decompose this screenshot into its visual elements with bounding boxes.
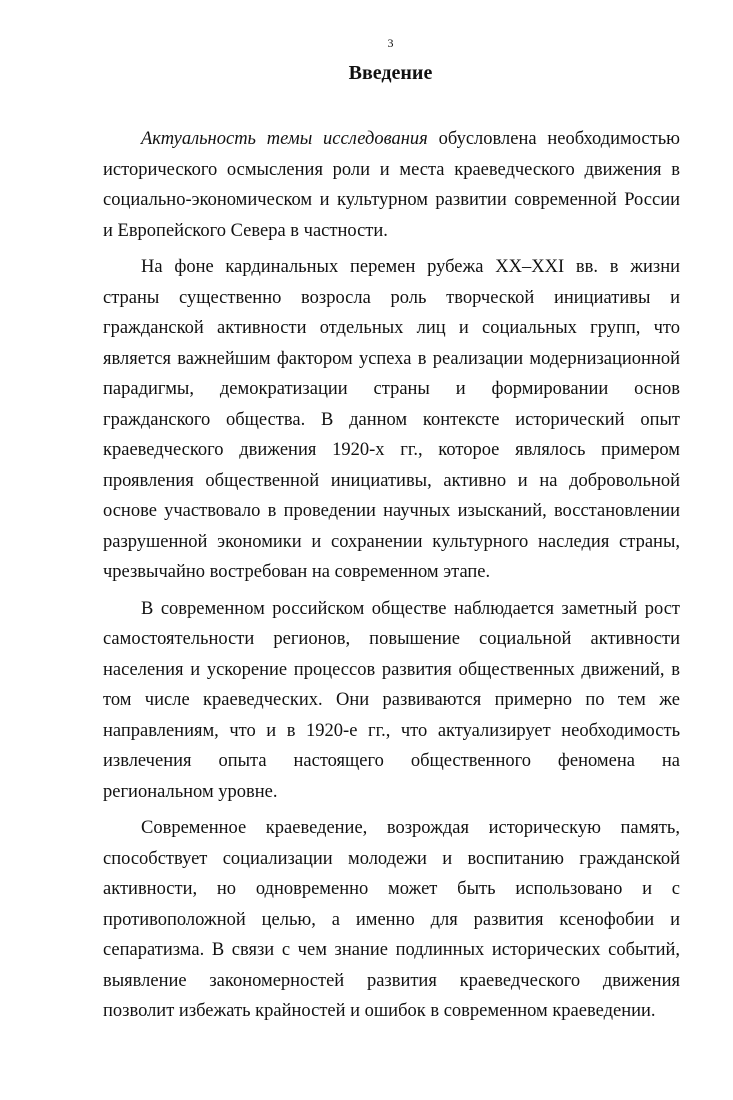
paragraph-modern-local-history: Современное краеведение, возрождая историческую память, способствует социализации молодежи и воспитанию гражданской активности, но одновременно может быть использовано и с противоположной целью, а именно для развития ксенофобии и сепаратизма. В связи с чем знание подлинных исторических событий, выявление закономерностей развития краеведческого движения позволит избежать крайностей и ошибок в современном краеведении. <box>103 818 680 1021</box>
page-number: 3 <box>387 36 394 50</box>
body-text <box>103 124 680 1033</box>
page-title: Введение <box>348 62 433 84</box>
paragraph-context: На фоне кардинальных перемен рубежа XX–XXI вв. в жизни страны существенно возросла роль творческой инициативы и гражданской активности отдельных лиц и социальных групп, что является важнейшим фактором успеха в реализации модернизационной парадигмы, демократизации страны и формировании основ гражданского общества. В данном контексте исторический опыт краеведческого движения 1920-х гг., которое являлось примером проявления общественной инициативы, активно и на добровольной основе участвовало в проведении научных изысканий, восстановлении разрушенной экономики и сохранении культурного наследия страны, чрезвычайно востребован на современном этапе. <box>103 257 680 582</box>
paragraph-relevance <box>103 124 680 246</box>
paragraph-modern-society: В современном российском обществе наблюдается заметный рост самостоятельности регионов, повышение социальной активности населения и ускорение процессов развития общественных движений, в том числе краеведческих. Они развиваются примерно по тем же направлениям, что и в 1920-е гг., что актуализирует необходимость извлечения опыта настоящего общественного феномена на региональном уровне. <box>103 598 680 802</box>
relevance-text: обусловлена необходимостью исторического осмысления роли и места краеведческого движения в социально-экономическом и культурном развитии современной России и Европейского Севера в частности. <box>103 129 680 241</box>
relevance-heading-italic: Актуальность темы исследования <box>141 129 428 149</box>
